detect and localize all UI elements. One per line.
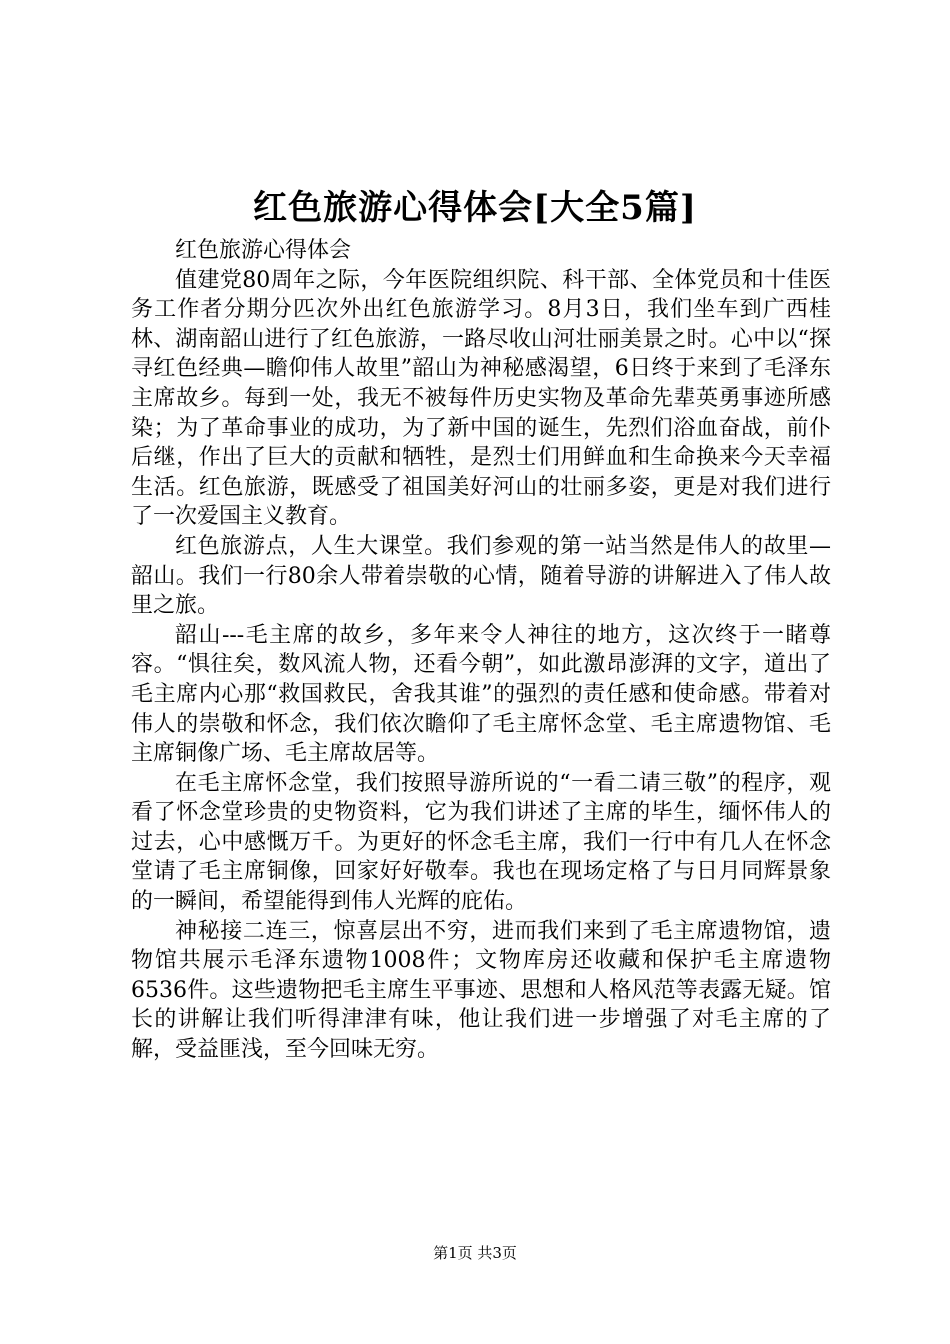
paragraph: 神秘接二连三，惊喜层出不穷，进而我们来到了毛主席遗物馆，遗物馆共展示毛泽东遗物1008件；文物库房还收藏和保护毛主席遗物6536件。这些遗物把毛主席生平事迹、思想和人格风范等表露无疑。馆长的讲解让我们听得津津有味，他让我们进一步增强了对毛主席的了解，受益匪浅，至今回味无穷。 [131, 918, 831, 1063]
paragraph: 韶山---毛主席的故乡，多年来令人神往的地方，这次终于一睹尊容。“惧往矣，数风流人物，还看今朝”，如此激昂澎湃的文字，道出了毛主席内心那“救国救民，舍我其谁”的强烈的责任感和使命感。带着对伟人的崇敬和怀念，我们依次瞻仰了毛主席怀念堂、毛主席遗物馆、毛主席铜像广场、毛主席故居等。 [131, 622, 831, 767]
document-title: 红色旅游心得体会[大全5篇] [253, 188, 697, 228]
document-body [131, 236, 831, 1065]
paragraph: 在毛主席怀念堂，我们按照导游所说的“一看二请三敬”的程序，观看了怀念堂珍贵的史物资料，它为我们讲述了主席的毕生，缅怀伟人的过去，心中感慨万千。为更好的怀念毛主席，我们一行中有几人在怀念堂请了毛主席铜像，回家好好敬奉。我也在现场定格了与日月同辉景象的一瞬间，希望能得到伟人光辉的庇佑。 [131, 770, 831, 915]
page-footer: 第1页 共3页 [433, 1244, 517, 1262]
paragraph: 红色旅游点，人生大课堂。我们参观的第一站当然是伟人的故里—韶山。我们一行80余人带着崇敬的心情，随着导游的讲解进入了伟人故里之旅。 [131, 533, 831, 619]
paragraph: 值建党80周年之际，今年医院组织院、科干部、全体党员和十佳医务工作者分期分匹次外出红色旅游学习。8月3日，我们坐车到广西桂林、湖南韶山进行了红色旅游，一路尽收山河壮丽美景之时。心中以“探寻红色经典—瞻仰伟人故里”韶山为神秘感渴望，6日终于来到了毛泽东主席故乡。每到一处，我无不被每件历史实物及革命先辈英勇事迹所感染；为了革命事业的成功，为了新中国的诞生，先烈们浴血奋战，前仆后继，作出了巨大的贡献和牺牲，是烈士们用鲜血和生命换来今天幸福生活。红色旅游，既感受了祖国美好河山的壮丽多姿，更是对我们进行了一次爱国主义教育。 [131, 267, 831, 530]
paragraph-subtitle: 红色旅游心得体会 [175, 238, 352, 263]
